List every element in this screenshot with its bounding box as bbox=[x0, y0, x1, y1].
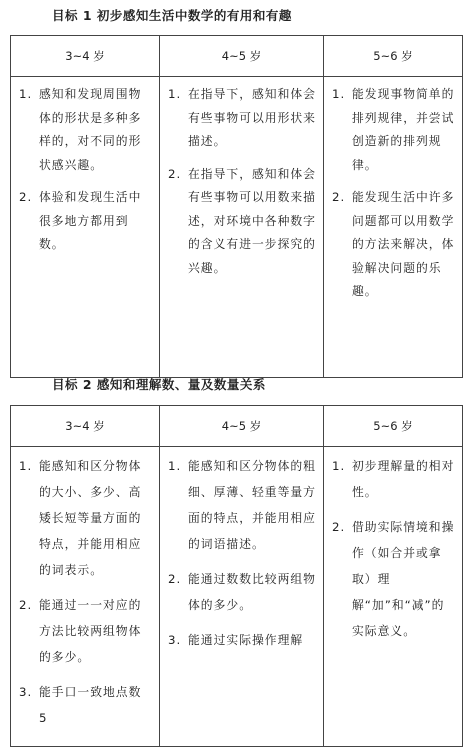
goal1-cell-4-5 bbox=[160, 77, 324, 378]
list-item: 2. 能通过数数比较两组物体的多少。 bbox=[168, 572, 316, 612]
goal2-cell-4-5 bbox=[160, 447, 324, 747]
goal2-table bbox=[10, 405, 463, 747]
list-item: 2. 能通过一一对应的方法比较两组物体的多少。 bbox=[19, 598, 142, 664]
list-item: 1. 能感知和区分物体的大小、多少、高矮长短等量方面的特点，并能用相应的词表示。 bbox=[19, 459, 142, 577]
list-item: 2. 在指导下，感知和体会有些事物可以用数来描述，对环境中各种数字的含义有进一步探究的兴趣。 bbox=[168, 166, 316, 275]
list-item: 3. 能通过实际操作理解 bbox=[168, 633, 304, 647]
goal1-table bbox=[10, 35, 463, 378]
list-item: 1. 在指导下，感知和体会有些事物可以用形状来描述。 bbox=[168, 87, 316, 148]
goal2-title: 目标 2 感知和理解数、量及数量关系 bbox=[52, 377, 266, 392]
goal2-header-4-5: 4~5 岁 bbox=[160, 406, 324, 447]
list-item: 1. 初步理解量的相对性。 bbox=[332, 459, 455, 499]
list-item: 1. 能感知和区分物体的粗细、厚薄、轻重等量方面的特点，并能用相应的词语描述。 bbox=[168, 459, 316, 551]
goal2-cell-5-6 bbox=[324, 447, 463, 747]
goal1-header-4-5: 4~5 岁 bbox=[160, 36, 324, 77]
list-item: 2. 体验和发现生活中很多地方都用到数。 bbox=[19, 190, 142, 251]
list-item: 2. 借助实际情境和操作（如合并或拿取）理解“加”和“减”的实际意义。 bbox=[332, 520, 455, 638]
list-item: 1. 能发现事物简单的排列规律，并尝试创造新的排列规律。 bbox=[332, 87, 455, 172]
goal1-cell-5-6 bbox=[324, 77, 463, 378]
list-item: 1. 感知和发现周围物体的形状是多种多样的，对不同的形状感兴趣。 bbox=[19, 87, 142, 172]
goal2-header-5-6: 5~6 岁 bbox=[324, 406, 463, 447]
list-item: 2. 能发现生活中许多问题都可以用数学的方法来解决，体验解决问题的乐趣。 bbox=[332, 190, 455, 298]
goal2-cell-3-4 bbox=[11, 447, 160, 747]
list-item: 3. 能手口一致地点数 5 bbox=[19, 685, 142, 725]
goal1-header-3-4: 3~4 岁 bbox=[11, 36, 160, 77]
goal2-header-3-4: 3~4 岁 bbox=[11, 406, 160, 447]
goal1-cell-3-4 bbox=[11, 77, 160, 378]
goal1-title: 目标 1 初步感知生活中数学的有用和有趣 bbox=[52, 8, 292, 23]
goal1-header-5-6: 5~6 岁 bbox=[324, 36, 463, 77]
